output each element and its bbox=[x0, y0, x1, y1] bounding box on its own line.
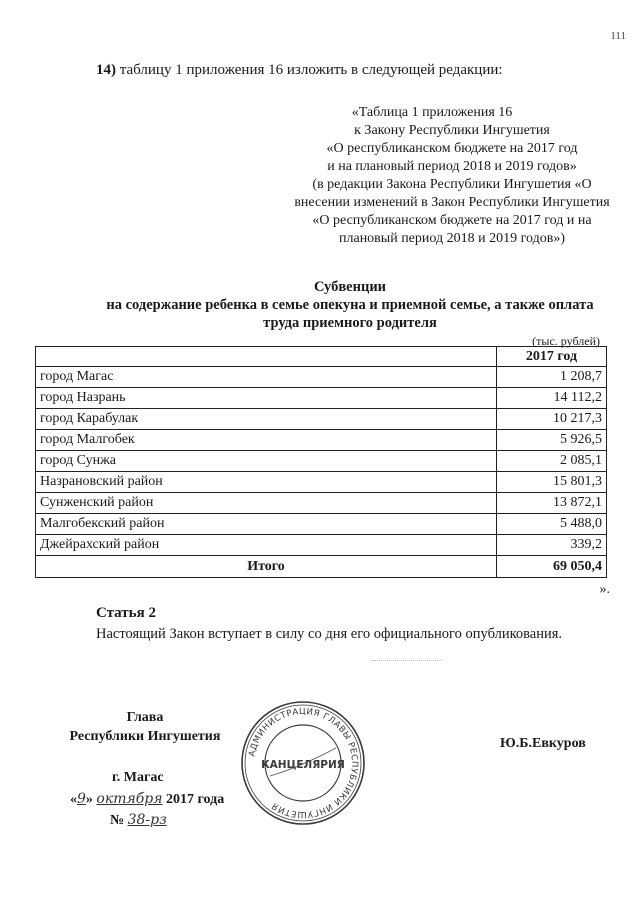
row-name: Малгобекский район bbox=[36, 514, 497, 535]
row-name: Назрановский район bbox=[36, 472, 497, 493]
seal-ring-text: АДМИНИСТРАЦИЯ ГЛАВЫ РЕСПУБЛИКИ ИНГУШЕТИЯ bbox=[247, 706, 360, 820]
table-row bbox=[36, 535, 607, 556]
position-line: Глава bbox=[126, 710, 164, 725]
article-title: Статья 2 bbox=[96, 605, 156, 621]
row-name: город Магас bbox=[36, 367, 497, 388]
subsidy-table bbox=[35, 346, 607, 578]
document-title bbox=[60, 278, 640, 332]
header-line: «О республиканском бюджете на 2017 год bbox=[326, 141, 578, 156]
header-line: «Таблица 1 приложения 16 bbox=[351, 105, 513, 120]
table-row bbox=[36, 451, 607, 472]
table-row bbox=[36, 514, 607, 535]
row-name: город Малгобек bbox=[36, 430, 497, 451]
units-label: (тыс. рублей) bbox=[532, 334, 600, 348]
title-line: на содержание ребенка в семье опекуна и приемной семье, а также оплата bbox=[106, 297, 594, 313]
table-row bbox=[36, 493, 607, 514]
date-year: 2017 года bbox=[166, 792, 225, 807]
date-close-quote: » bbox=[85, 792, 93, 807]
official-seal bbox=[238, 698, 368, 828]
row-name: город Назрань bbox=[36, 388, 497, 409]
row-value: 14 112,2 bbox=[497, 388, 607, 409]
city-label: г. Магас bbox=[112, 770, 164, 785]
signatory-position bbox=[60, 708, 230, 746]
seal-center-text: КАНЦЕЛЯРИЯ bbox=[261, 759, 345, 771]
row-name: город Сунжа bbox=[36, 451, 497, 472]
date-day: 9 bbox=[77, 791, 86, 807]
row-name: город Карабулак bbox=[36, 409, 497, 430]
closing-quote: ». bbox=[599, 582, 610, 597]
appendix-header bbox=[292, 104, 612, 248]
header-empty-cell bbox=[36, 347, 497, 367]
article-text: Настоящий Закон вступает в силу со дня его официального опубликования. bbox=[96, 626, 563, 642]
intro-text: таблицу 1 приложения 16 изложить в следующей редакции: bbox=[119, 62, 503, 78]
table-row bbox=[36, 388, 607, 409]
year-header: 2017 год bbox=[497, 347, 607, 367]
total-row bbox=[36, 556, 607, 578]
row-value: 339,2 bbox=[497, 535, 607, 556]
signatory-name: Ю.Б.Евкуров bbox=[500, 736, 586, 751]
intro-paragraph bbox=[96, 62, 503, 79]
table-row bbox=[36, 430, 607, 451]
row-name: Джейрахский район bbox=[36, 535, 497, 556]
position-line: Республики Ингушетия bbox=[69, 729, 221, 744]
table-header-row bbox=[36, 347, 607, 367]
row-value: 10 217,3 bbox=[497, 409, 607, 430]
row-name: Сунженский район bbox=[36, 493, 497, 514]
page-number: 111 bbox=[610, 30, 626, 42]
row-value: 5 488,0 bbox=[497, 514, 607, 535]
item-number: 14) bbox=[96, 62, 116, 78]
law-number bbox=[110, 812, 167, 829]
title-line: Субвенции bbox=[313, 279, 387, 295]
row-value: 1 208,7 bbox=[497, 367, 607, 388]
header-line: «О республиканском бюджете на 2017 год и на bbox=[312, 213, 592, 228]
header-line: и на плановый период 2018 и 2019 годов» bbox=[327, 159, 577, 174]
number-value: 38-рз bbox=[127, 812, 167, 828]
header-line: к Закону Республики Ингушетия bbox=[354, 123, 550, 138]
number-sign: № bbox=[110, 813, 125, 828]
faint-mark bbox=[372, 660, 442, 661]
table-row bbox=[36, 367, 607, 388]
total-value: 69 050,4 bbox=[497, 556, 607, 578]
row-value: 13 872,1 bbox=[497, 493, 607, 514]
header-line: внесении изменений в Закон Республики Ингушетия bbox=[294, 195, 610, 210]
total-label: Итого bbox=[36, 556, 497, 578]
header-line: плановый период 2018 и 2019 годов») bbox=[339, 231, 565, 246]
row-value: 5 926,5 bbox=[497, 430, 607, 451]
table-row bbox=[36, 409, 607, 430]
date-open-quote: « bbox=[70, 792, 77, 807]
header-line: (в редакции Закона Республики Ингушетия «О bbox=[312, 177, 592, 192]
date-line bbox=[70, 791, 224, 808]
title-line: труда приемного родителя bbox=[263, 315, 437, 331]
date-month: октября bbox=[96, 791, 163, 807]
table-row bbox=[36, 472, 607, 493]
row-value: 15 801,3 bbox=[497, 472, 607, 493]
row-value: 2 085,1 bbox=[497, 451, 607, 472]
